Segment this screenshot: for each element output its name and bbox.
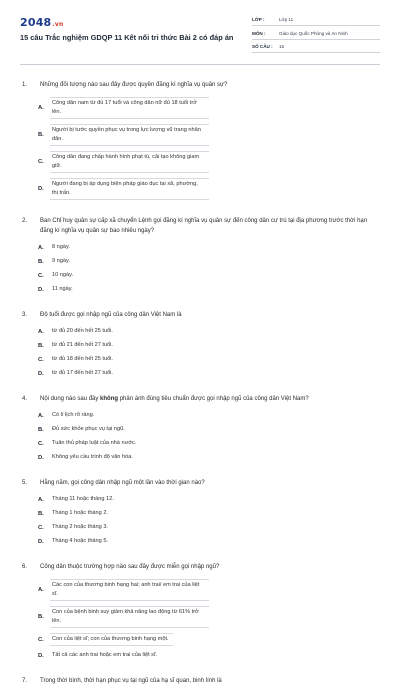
page-title: 15 câu Trắc nghiệm GDQP 11 Kết nối tri thức Bài 2 có đáp án (20, 33, 234, 42)
question-stem (22, 478, 380, 488)
option-text: 10 ngày. (52, 272, 74, 278)
option-text: Tháng 1 hoặc tháng 2. (52, 510, 108, 516)
question-stem (22, 676, 380, 686)
option-letter: C. (38, 636, 44, 643)
option-letter: C. (38, 272, 44, 279)
option-letter: A. (38, 244, 44, 251)
meta-value: 15 (279, 44, 285, 49)
option-text: Người bị tước quyền phục vụ trong lực lượng vũ trang nhân dân. (50, 124, 209, 146)
option-letter: D. (38, 538, 44, 545)
header-divider (20, 64, 380, 65)
option-letter: D. (38, 454, 44, 461)
meta-table (252, 14, 380, 55)
option-letter: C. (38, 159, 44, 165)
option-b[interactable] (38, 123, 209, 147)
option-a[interactable] (38, 494, 209, 505)
option-letter: D. (38, 652, 44, 659)
option-a[interactable] (38, 96, 209, 120)
option-text: Đủ sức khỏe phục vụ tại ngũ. (52, 426, 125, 432)
option-text: Tháng 11 hoặc tháng 12. (52, 496, 114, 502)
option-letter: C. (38, 524, 44, 531)
question-text: Trong thời bình, thời hạn phục vụ tại ngũ của hạ sĩ quan, binh lính là (40, 678, 222, 684)
question-stem (22, 310, 380, 320)
question-text-part: phản ánh đúng tiêu chuẩn được gọi nhập ngũ của công dân Việt Nam? (118, 396, 309, 402)
meta-key: SỐ CÂU : (252, 44, 273, 49)
option-list (22, 96, 380, 204)
option-letter: C. (38, 356, 44, 363)
option-b[interactable] (38, 508, 209, 519)
option-letter: B. (38, 258, 44, 265)
option-text: Công dân nam từ đủ 17 tuổi và công dân nữ đủ 18 tuổi trở lên. (50, 97, 209, 119)
document-header (20, 14, 380, 60)
option-b[interactable] (38, 605, 209, 629)
option-text: Các con của thương binh hạng hai; anh trai/ em trai của liệt sĩ. (50, 579, 209, 601)
question-text: Hằng năm, gọi công dân nhập ngũ một lần vào thời gian nào? (40, 480, 205, 486)
option-text: Tháng 2 hoặc tháng 3. (52, 524, 108, 530)
question-stem (22, 562, 380, 572)
question-text-emphasis: không (100, 396, 119, 402)
question-6 (22, 562, 380, 664)
option-letter: A. (38, 496, 44, 503)
option-letter: D. (38, 370, 44, 377)
meta-row-class (252, 14, 380, 26)
site-logo[interactable]: 2048.vn (20, 16, 64, 29)
question-text (40, 394, 380, 404)
option-d[interactable] (38, 650, 209, 661)
option-letter: B. (38, 426, 44, 433)
option-text: Tuân thủ pháp luật của nhà nước. (52, 440, 137, 446)
option-letter: B. (38, 342, 44, 349)
option-text: Công dân đang chấp hành hình phạt tù, cải tạo không giam giữ. (50, 151, 209, 173)
question-number: 2. (22, 218, 28, 224)
question-number: 1. (22, 82, 28, 88)
meta-row-count (252, 41, 380, 53)
option-text: Tất cả các anh trai hoặc em trai của liệt sĩ. (52, 652, 158, 658)
option-text: Người đang bị áp dụng biện pháp giáo dục tại xã, phường, thị trấn. (50, 178, 209, 200)
option-a[interactable] (38, 326, 209, 337)
option-text: 8 ngày. (52, 244, 70, 250)
option-d[interactable] (38, 368, 209, 379)
option-letter: A. (38, 328, 44, 335)
question-5 (22, 478, 380, 550)
question-text: Ban Chỉ huy quân sự cấp xã chuyển Lệnh gọi đăng kí nghĩa vụ quân sự đến công dân cư trú tại địa phương trước thời hạn đăng kí nghĩa vụ quân sự bao nhiêu ngày? (40, 218, 368, 234)
option-a[interactable] (38, 410, 209, 421)
option-letter: A. (38, 587, 44, 593)
option-text: Có lí lịch rõ ràng. (52, 412, 95, 418)
question-1 (22, 80, 380, 204)
question-text: Công dân thuộc trường hợp nào sau đây được miễn gọi nhập ngũ? (40, 564, 220, 570)
question-text: Những đối tượng nào sau đây được quyền đăng kí nghĩa vụ quân sự? (40, 82, 228, 88)
option-c[interactable] (38, 438, 209, 449)
question-stem (22, 216, 380, 236)
option-letter: B. (38, 510, 44, 517)
option-text: từ đủ 18 đến hết 25 tuổi. (52, 356, 113, 362)
option-c[interactable] (38, 150, 209, 174)
option-text: từ đủ 21 đến hết 27 tuổi. (52, 342, 113, 348)
option-text: Con của bệnh binh suy giảm khả năng lao động từ 61% trở lên. (50, 606, 209, 628)
option-list (22, 578, 380, 664)
option-c[interactable] (38, 270, 209, 281)
option-b[interactable] (38, 340, 209, 351)
option-text: Con của liệt sĩ; con của thương binh hạng một. (50, 633, 173, 646)
option-list (22, 410, 380, 466)
question-number: 5. (22, 480, 28, 486)
option-text: Tháng 4 hoặc tháng 5. (52, 538, 108, 544)
option-c[interactable] (38, 354, 209, 365)
option-letter: A. (38, 105, 44, 111)
option-text: 9 ngày. (52, 258, 70, 264)
option-text: từ đủ 20 đến hết 25 tuổi. (52, 328, 113, 334)
option-letter: B. (38, 614, 44, 620)
question-number: 7. (22, 678, 28, 684)
option-text: 11 ngày. (52, 286, 73, 292)
option-d[interactable] (38, 284, 209, 295)
meta-row-subject (252, 28, 380, 40)
option-c[interactable] (38, 522, 209, 533)
option-letter: B. (38, 132, 44, 138)
option-b[interactable] (38, 256, 209, 267)
question-7 (22, 676, 380, 686)
meta-key: MÔN : (252, 30, 266, 36)
question-number: 4. (22, 396, 28, 402)
question-text: Độ tuổi được gọi nhập ngũ của công dân Việt Nam là (40, 312, 182, 318)
option-d[interactable] (38, 536, 209, 547)
option-letter: D. (38, 186, 44, 192)
option-letter: C. (38, 440, 44, 447)
option-text: từ đủ 17 đến hết 27 tuổi. (52, 370, 113, 376)
meta-key: LỚP : (252, 17, 265, 22)
meta-value: Lớp 11 (279, 17, 294, 22)
question-number: 3. (22, 312, 28, 318)
question-number: 6. (22, 564, 28, 570)
question-3 (22, 310, 380, 382)
question-4 (22, 394, 380, 466)
option-list (22, 494, 380, 550)
question-2 (22, 216, 380, 298)
option-c[interactable] (38, 632, 209, 647)
question-list (22, 80, 380, 698)
option-text: Không yêu cầu trình độ văn hóa. (52, 454, 133, 460)
question-text-part: Nội dung nào sau đây (40, 396, 101, 402)
option-b[interactable] (38, 424, 209, 435)
option-d[interactable] (38, 452, 209, 463)
meta-value: Giáo dục Quốc Phòng và An Ninh (279, 30, 348, 36)
question-stem (22, 394, 380, 404)
question-stem (22, 80, 380, 90)
option-d[interactable] (38, 177, 209, 201)
option-a[interactable] (38, 242, 209, 253)
option-a[interactable] (38, 578, 209, 602)
option-letter: A. (38, 412, 44, 419)
option-list (22, 242, 380, 298)
option-letter: D. (38, 286, 44, 293)
option-list (22, 326, 380, 382)
